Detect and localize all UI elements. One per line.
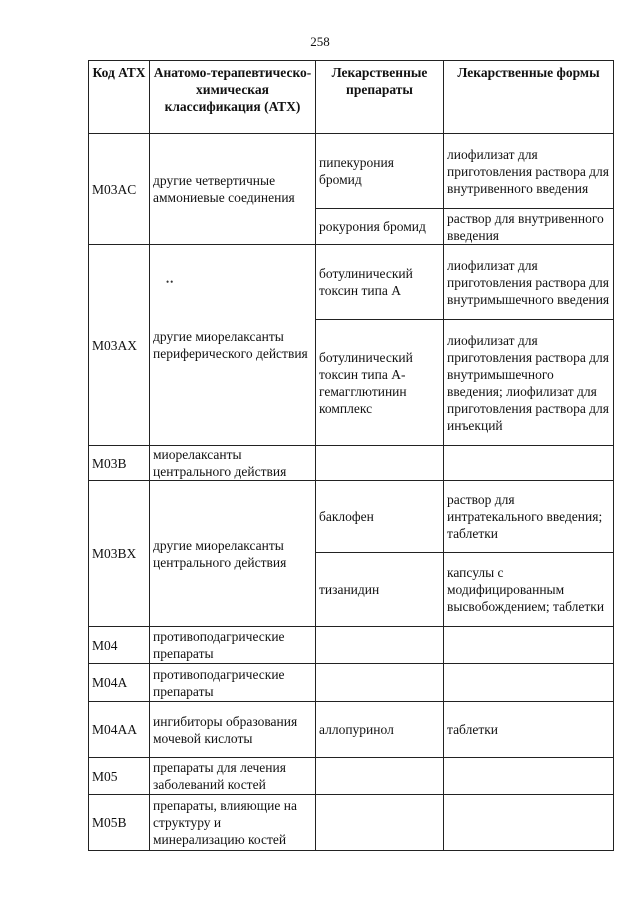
drug-cell: тизанидин xyxy=(316,553,444,627)
header-forms: Лекарственные формы xyxy=(444,61,614,134)
form-cell xyxy=(444,446,614,481)
classification-cell: другие миорелаксанты периферического действия xyxy=(150,245,316,446)
header-classification: Анатомо-терапевтическо-химическая классификация (АТХ) xyxy=(150,61,316,134)
form-cell: таблетки xyxy=(444,702,614,758)
drug-cell xyxy=(316,664,444,702)
form-cell xyxy=(444,627,614,664)
form-cell: капсулы с модифицированным высвобождением; таблетки xyxy=(444,553,614,627)
drug-cell: рокурония бромид xyxy=(316,209,444,245)
code-cell: M04 xyxy=(89,627,150,664)
table-header-row xyxy=(89,61,614,134)
drug-cell: баклофен xyxy=(316,481,444,553)
classification-cell: противоподагрические препараты xyxy=(150,664,316,702)
code-cell: M03AC xyxy=(89,134,150,245)
table-row xyxy=(89,481,614,553)
drug-cell xyxy=(316,446,444,481)
form-cell xyxy=(444,795,614,851)
drug-cell: ботулинический токсин типа A-гемагглютинин комплекс xyxy=(316,320,444,446)
form-cell: лиофилизат для приготовления раствора для внутривенного введения xyxy=(444,134,614,209)
table-row xyxy=(89,702,614,758)
drug-cell xyxy=(316,758,444,795)
classification-cell: другие четвертичные аммониевые соединения xyxy=(150,134,316,245)
table-row xyxy=(89,758,614,795)
table-row xyxy=(89,134,614,209)
form-cell: раствор для внутривенного введения xyxy=(444,209,614,245)
classification-cell: ингибиторы образования мочевой кислоты xyxy=(150,702,316,758)
drug-cell xyxy=(316,795,444,851)
form-cell: лиофилизат для приготовления раствора для внутримышечного введения; лиофилизат для приготовления раствора для инъекций xyxy=(444,320,614,446)
classification-cell: миорелаксанты центрального действия xyxy=(150,446,316,481)
code-cell: M03B xyxy=(89,446,150,481)
scan-speck: •• xyxy=(166,277,175,287)
code-cell: M03AX xyxy=(89,245,150,446)
classification-cell: препараты для лечения заболеваний костей xyxy=(150,758,316,795)
classification-cell: противоподагрические препараты xyxy=(150,627,316,664)
drug-cell: аллопуринол xyxy=(316,702,444,758)
code-cell: M05 xyxy=(89,758,150,795)
page-number: 258 xyxy=(310,34,330,49)
code-cell: M04AA xyxy=(89,702,150,758)
table-row xyxy=(89,245,614,320)
drug-cell: пипекурония бромид xyxy=(316,134,444,209)
table-row xyxy=(89,627,614,664)
table-row xyxy=(89,446,614,481)
form-cell: раствор для интратекального введения; таблетки xyxy=(444,481,614,553)
header-drugs: Лекарственные препараты xyxy=(316,61,444,134)
form-cell xyxy=(444,758,614,795)
form-cell xyxy=(444,664,614,702)
classification-cell: другие миорелаксанты центрального действия xyxy=(150,481,316,627)
drug-cell: ботулинический токсин типа A xyxy=(316,245,444,320)
table-row xyxy=(89,664,614,702)
code-cell: M04A xyxy=(89,664,150,702)
header-code: Код АТХ xyxy=(89,61,150,134)
drug-cell xyxy=(316,627,444,664)
form-cell: лиофилизат для приготовления раствора для внутримышечного введения xyxy=(444,245,614,320)
atc-table xyxy=(88,60,614,851)
code-cell: M05B xyxy=(89,795,150,851)
table-row xyxy=(89,795,614,851)
classification-cell: препараты, влияющие на структуру и минерализацию костей xyxy=(150,795,316,851)
code-cell: M03BX xyxy=(89,481,150,627)
